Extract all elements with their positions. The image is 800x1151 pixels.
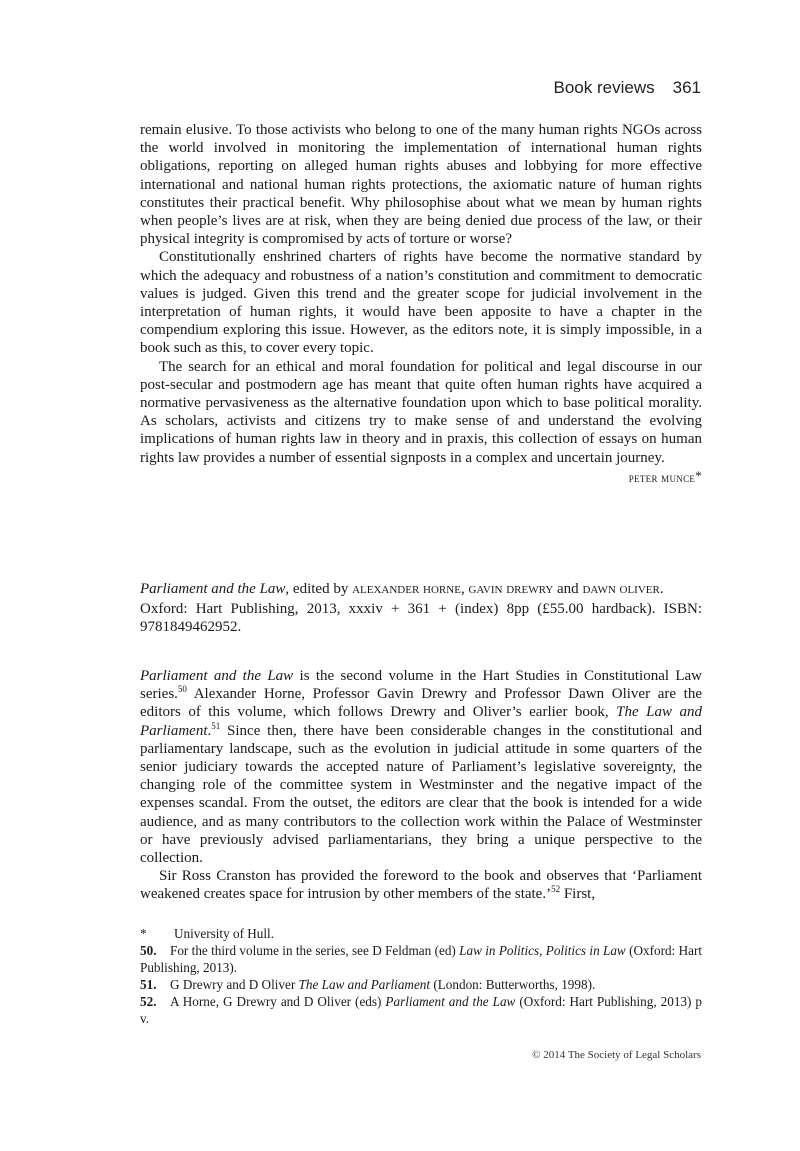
footnote-ref-50[interactable]: 50 <box>177 684 187 695</box>
review-1-body <box>140 121 702 487</box>
footnotes <box>140 925 702 1027</box>
reviewer-name: peter munce <box>628 470 696 485</box>
review-2-paragraph-2: Sir Ross Cranston has provided the foreword to the book and observes that ‘Parliament weakened creates space for intrusion by other members of the state.’$^{52}$ First, <box>140 868 702 903</box>
book-citation: Parliament and the Law, edited by alexander horne, gavin drewry and dawn oliver. <box>140 581 664 597</box>
review-1-paragraph-1: remain elusive. To those activists who belong to one of the many human rights NGOs across the world involved in monitoring the implementation of international human rights obligations, reporting on alleged human rights abuses and lobbying for more effective international and national human rights protections, the axiomatic nature of human rights constitutes their practical benefit. Why philosophise about what we mean by human rights when people’s lives are at risk, when they are being denied due process of the law, or their physical integrity is compromised by acts of torture or worse? <box>140 122 702 248</box>
editor-name: gavin drewry <box>468 581 554 597</box>
reviewer-signature <box>140 469 702 487</box>
publication-details: Oxford: Hart Publishing, 2013, xxxiv + 361 + (index) 8pp (£55.00 hardback). ISBN: 9781849462952. <box>140 601 702 636</box>
editor-name: alexander horne <box>352 581 461 597</box>
book-title: Parliament and the Law <box>140 581 286 597</box>
footnote-51: 51. G Drewry and D Oliver The Law and Parliament (London: Butterworths, 1998). <box>140 977 596 992</box>
footnote-52: 52. A Horne, G Drewry and D Oliver (eds) Parliament and the Law (Oxford: Hart Publishing, 2013) p v. <box>140 994 702 1026</box>
copyright-notice: © 2014 The Society of Legal Scholars <box>532 1049 701 1061</box>
running-header-section: Book reviews <box>553 78 655 97</box>
footnote-ref-51[interactable]: 51 <box>211 720 221 731</box>
review-2-heading <box>140 580 702 637</box>
footnote-star: * University of Hull. <box>140 926 274 941</box>
review-1-paragraph-3: The search for an ethical and moral foundation for political and legal discourse in our post-secular and postmodern age has meant that quite often human rights have acquired a normative pervasiveness as the alternative foundation upon which to base political morality. As scholars, activists and citizens try to make sense of and understand the evolving implications of human rights law in theory and in praxis, this collection of essays on human rights law provides a number of essential signposts in a complex and uncertain journey. <box>140 358 702 466</box>
running-header <box>554 78 701 98</box>
review-1-paragraph-2: Constitutionally enshrined charters of rights have become the normative standard by which the adequacy and robustness of a nation’s constitution and commitment to democratic values is judged. Given this trend and the greater scope for judicial involvement in the interpretation of human rights, it would have been apposite to have a chapter in the compendium exploring this issue. However, as the editors note, it is simply impossible, in a book such as this, to cover every topic. <box>140 249 702 357</box>
reviewer-footnote-mark: * <box>695 467 702 483</box>
footnote-ref-52[interactable]: 52 <box>551 884 561 895</box>
review-2-body <box>140 667 702 904</box>
editor-name: dawn oliver <box>582 581 660 597</box>
footnote-50: 50. For the third volume in the series, see D Feldman (ed) Law in Politics, Politics in Law (Oxford: Hart Publishing, 2013). <box>140 943 703 975</box>
review-2-paragraph-1: Parliament and the Law is the second volume in the Hart Studies in Constitutional Law series.$^{50}$ Alexander Horne, Professor Gavin Drewry and Professor Dawn Oliver are the editors of this volume, which follows Drewry and Oliver’s earlier book, The Law and Parliament.$^{51}$ Since then, there have been considerable changes in the constitutional and parliamentary landscape, such as the evolution in judicial attitude in some quarters of the senior judiciary towards the accepted nature of Parliament’s legislative sovereignty, the changing role of the committee system in Westminster and the negative impact of the expenses scandal. From the outset, the editors are clear that the book is intended for a wide audience, and as many contributors to the collection work within the Palace of Westminster or have previously advised parliamentarians, they bring a unique perspective to the collection. <box>140 668 703 867</box>
page-number: 361 <box>672 78 701 97</box>
